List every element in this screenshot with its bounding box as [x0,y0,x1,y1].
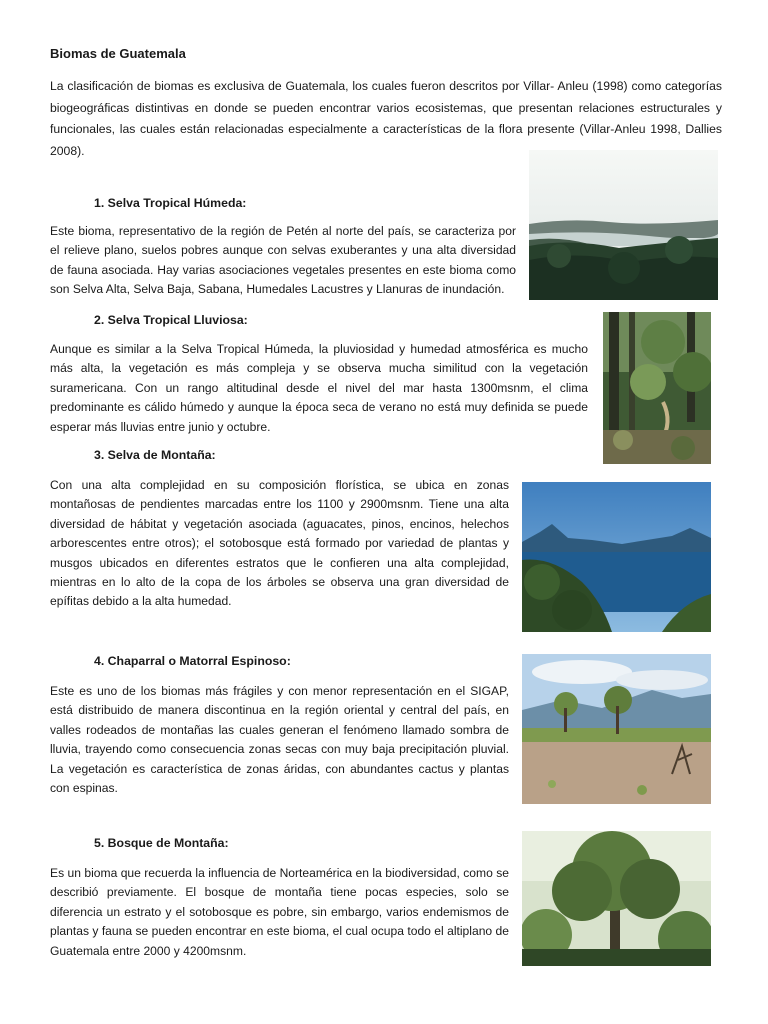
lake-forest-photo [529,150,718,300]
section-3-heading: 3. Selva de Montaña: [94,448,216,462]
section-2-heading: 2. Selva Tropical Lluviosa: [94,313,248,327]
section-5-heading: 5. Bosque de Montaña: [94,836,229,850]
document-title: Biomas de Guatemala [50,46,186,61]
intro-paragraph: La clasificación de biomas es exclusiva de Guatemala, los cuales fueron descritos por Villar- Anleu (1998) como categorías biogeográficas distintivas en donde se pueden encontrar varios ecosistemas, que presentan relaciones estructurales y funcionales, las cuales están relacionadas especialmente a características de la flora presente (Villar-Anleu 1998, Dallies 2008). [50,79,722,158]
section-4-text: Este es uno de los biomas más frágiles y con menor representación en el SIGAP, está distribuido de manera discontinua en la región oriental y central del país, en valles rodeados de montañas las cuales generan el fenómeno llamado sombra de lluvia, trayendo como consecuencia zonas secas con muy baja precipitación pluvial. La vegetación es característica de zonas áridas, con abundantes cactus y plantas con espinas. [50,684,509,796]
rainforest-photo [603,312,711,464]
section-1-text: Este bioma, representativo de la región de Petén al norte del país, se caracteriza por el relieve plano, suelos pobres aunque con selvas exuberantes y una alta diversidad de fauna asociada. Hay varias asociaciones vegetales presentes en este bioma como son Selva Alta, Selva Baja, Sabana, Humedales Lacustres y Llanuras de inundación. [50,224,516,297]
montane-forest-photo [522,831,711,966]
section-1-heading: 1. Selva Tropical Húmeda: [94,196,247,210]
section-2-text: Aunque es similar a la Selva Tropical Húmeda, la pluviosidad y humedad atmosférica es mucho más alta, la vegetación es más compleja y se observa mucha similitud con la vegetación suramericana. Con un rango altitudinal desde el nivel del mar hasta 1300msnm, el clima predominante es cálido húmedo y aunque la época seca de verano no está muy definida se puede esperar más lluvias entre junio y octubre. [50,342,588,434]
dry-shrubland-photo [522,654,711,804]
section-3-text: Con una alta complejidad en su composición florística, se ubica en zonas montañosas de pendientes marcadas entre los 1100 y 2900msnm. Tiene una alta diversidad de hábitat y vegetación asociada (aguacates, pinos, encinos, helechos arborescentes entre otros); el sotobosque está formado por variedad de plantas y musgos ubicados en diferentes estratos que le confieren una alta complejidad, mientras en lo alto de la copa de los árboles se observa una gran diversidad de epífitas debido a la alta humedad. [50,478,509,609]
section-5-text: Es un bioma que recuerda la influencia de Norteamérica en la biodiversidad, como se describió previamente. El bosque de montaña tiene pocas especies, solo se diferencia un estrato y el sotobosque es pobre, sin embargo, varios endemismos de plantas y fauna se pueden encontrar en este bioma, el cual ocupa todo el altiplano de Guatemala entre 2000 y 4200msnm. [50,866,509,958]
volcano-lake-photo [522,482,711,632]
section-4-heading: 4. Chaparral o Matorral Espinoso: [94,654,291,668]
